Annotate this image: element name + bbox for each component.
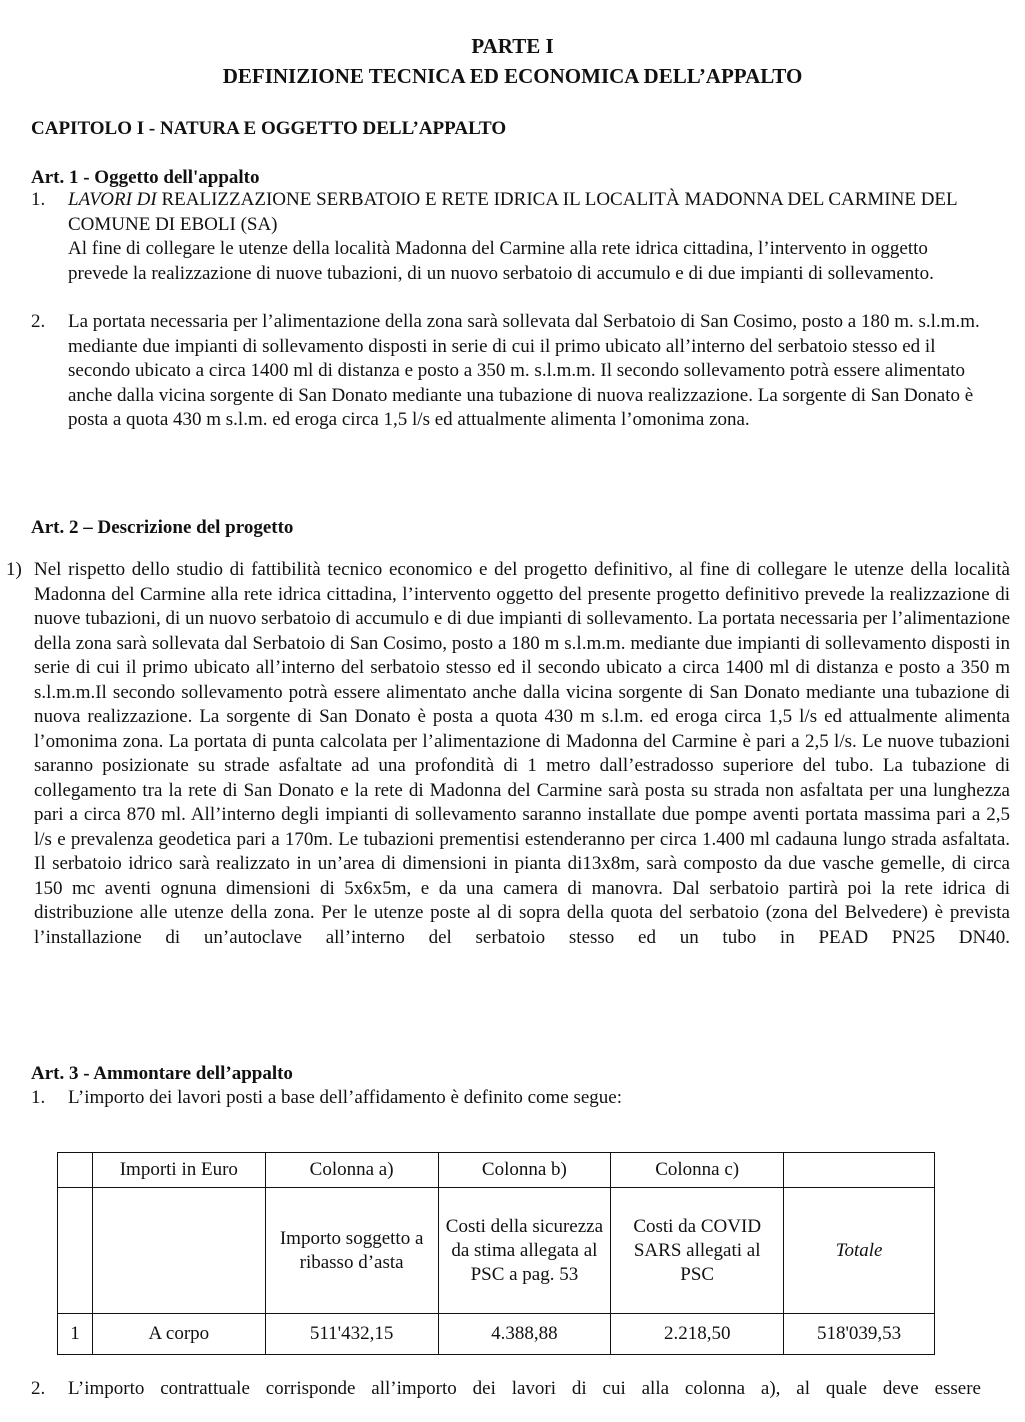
table-total-label: Totale bbox=[784, 1188, 935, 1314]
part-subtitle: DEFINIZIONE TECNICA ED ECONOMICA DELL’APPALTO bbox=[222, 64, 803, 88]
table-header-cell: Importi in Euro bbox=[92, 1153, 265, 1188]
art3-item-1 bbox=[31, 1086, 981, 1111]
table-header-cell: Colonna a) bbox=[265, 1153, 438, 1188]
table-header-row bbox=[58, 1153, 935, 1188]
art3-item-2-text: L’importo contrattuale corrisponde all’importo dei lavori di cui alla colonna a), al quale deve essere bbox=[68, 1378, 981, 1399]
cost-table bbox=[57, 1152, 935, 1355]
table-cell: A corpo bbox=[92, 1314, 265, 1355]
table-cell bbox=[58, 1188, 93, 1314]
art3-item-1-text: L’importo dei lavori posti a base dell’affidamento è definito come segue: bbox=[68, 1087, 623, 1108]
table-cell bbox=[92, 1188, 265, 1314]
table-cell: 518'039,53 bbox=[784, 1314, 935, 1355]
table-cell: 511'432,15 bbox=[265, 1314, 438, 1355]
table-cell: 1 bbox=[58, 1314, 93, 1355]
table-row bbox=[58, 1314, 935, 1355]
art1-item-1-text: Al fine di collegare le utenze della località Madonna del Carmine alla rete idrica cittadina, l’intervento in oggetto prevede la realizzazione di nuove tubazioni, di un nuovo serbatoio di accumulo e di due impianti di sollevamento. bbox=[68, 238, 934, 284]
art3-item-2 bbox=[31, 1377, 981, 1402]
item-number: 2. bbox=[31, 311, 46, 332]
table-desc-cell: Costi della sicurezza da stima allegata al PSC a pag. 53 bbox=[438, 1188, 611, 1314]
table-header-cell: Colonna b) bbox=[438, 1153, 611, 1188]
item-number: 2. bbox=[31, 1378, 46, 1399]
art2-heading: Art. 2 – Descrizione del progetto bbox=[31, 517, 294, 538]
art2-item-1-text: Nel rispetto dello studio di fattibilità tecnico economico e del progetto definitivo, al fine di collegare le utenze della località Madonna del Carmine alla rete idrica cittadina, l’intervento oggetto del presente progetto definitivo prevede la realizzazione di nuove tubazioni, di un nuovo serbatoio di accumulo e di due impianti di sollevamento. La portata necessaria per l’alimentazione della zona sarà sollevata dal Serbatoio di San Cosimo, posto a 180 m s.l.m.m. mediante due impianti di sollevamento disposti in serie di cui il primo ubicato all’interno del serbatoio stesso ed il secondo ubicato a circa 1400 ml di distanza e posto a 350 m s.l.m.m.Il secondo sollevamento potrà essere alimentato anche dalla vicina sorgente di San Donato mediante una tubazione di nuova realizzazione. La sorgente di San Donato è posta a quota 430 m s.l.m. ed eroga circa 1,5 l/s ed attualmente alimenta l’omonima zona. La portata di punta calcolata per l’alimentazione di Madonna del Carmine è pari a 2,5 l/s. Le nuove tubazioni saranno posizionate su strade asfaltate ad una profondità di 1 metro dall’estradosso superiore del tubo. La tubazione di collegamento tra la rete di San Donato e la rete di Madonna del Carmine sarà posta su strada non asfaltata per una lunghezza pari a circa 870 ml. All’interno degli impianti di sollevamento saranno installate due pompe aventi portata massima pari a 2,5 l/s e prevalenza geodetica pari a 170m. Le tubazioni prementisi estenderanno per circa 1.400 ml cadauna lungo strada asfaltata. Il serbatoio idrico sarà realizzato in un’area di dimensioni in pianta di13x8m, sarà composto da due vasche gemelle, di circa 150 mc aventi ognuna dimensioni di 5x6x5m, e da una camera di manovra. Dal serbatoio partirà poi la rete idrica di distribuzione alle utenze della zona. Per le utenze poste al di sopra della quota del serbatoio (zona del Belvedere) è prevista l’installazione di un’autoclave all’interno del serbatoio stesso ed un tubo in PEAD PN25 DN40. bbox=[34, 559, 1010, 948]
table-desc-cell: Costi da COVID SARS allegati al PSC bbox=[611, 1188, 784, 1314]
art3-heading: Art. 3 - Ammontare dell’appalto bbox=[31, 1063, 293, 1084]
item-number: 1. bbox=[31, 189, 46, 210]
part-title: PARTE I bbox=[471, 34, 554, 58]
table-description-row bbox=[58, 1188, 935, 1314]
art1-item-2 bbox=[31, 310, 981, 433]
art1-item-2-text: La portata necessaria per l’alimentazione della zona sarà sollevata dal Serbatoio di San Cosimo, posto a 180 m. s.l.m.m. mediante due impianti di sollevamento disposti in serie di cui il primo ubicato all’interno del serbatoio stesso ed il secondo ubicato a circa 1400 ml di distanza e posto a 350 m. s.l.m.m. Il secondo sollevamento potrà essere alimentato anche dalla vicina sorgente di San Donato mediante una tubazione di nuova realizzazione. La sorgente di San Donato è posta a quota 430 m s.l.m. ed eroga circa 1,5 l/s ed attualmente alimenta l’omonima zona. bbox=[68, 311, 980, 430]
table-cell: 4.388,88 bbox=[438, 1314, 611, 1355]
item-title-text: REALIZZAZIONE SERBATOIO E RETE IDRICA IL LOCALITÀ MADONNA DEL CARMINE DEL COMUNE DI EBOLI (SA) bbox=[68, 189, 957, 235]
art1-item-1-title bbox=[68, 188, 981, 237]
item-number: 1. bbox=[31, 1087, 46, 1108]
art1-item-1 bbox=[31, 188, 981, 286]
table-cell: 2.218,50 bbox=[611, 1314, 784, 1355]
table-header-cell: Colonna c) bbox=[611, 1153, 784, 1188]
art2-item-1 bbox=[6, 558, 1010, 950]
item-title-italic: LAVORI DI bbox=[68, 189, 157, 210]
art1-heading: Art. 1 - Oggetto dell'appalto bbox=[31, 167, 260, 188]
chapter-title: CAPITOLO I - NATURA E OGGETTO DELL’APPALTO bbox=[31, 118, 507, 139]
table-cell bbox=[58, 1153, 93, 1188]
item-number: 1) bbox=[6, 559, 22, 580]
table-desc-cell: Importo soggetto a ribasso d’asta bbox=[265, 1188, 438, 1314]
table-cell bbox=[784, 1153, 935, 1188]
